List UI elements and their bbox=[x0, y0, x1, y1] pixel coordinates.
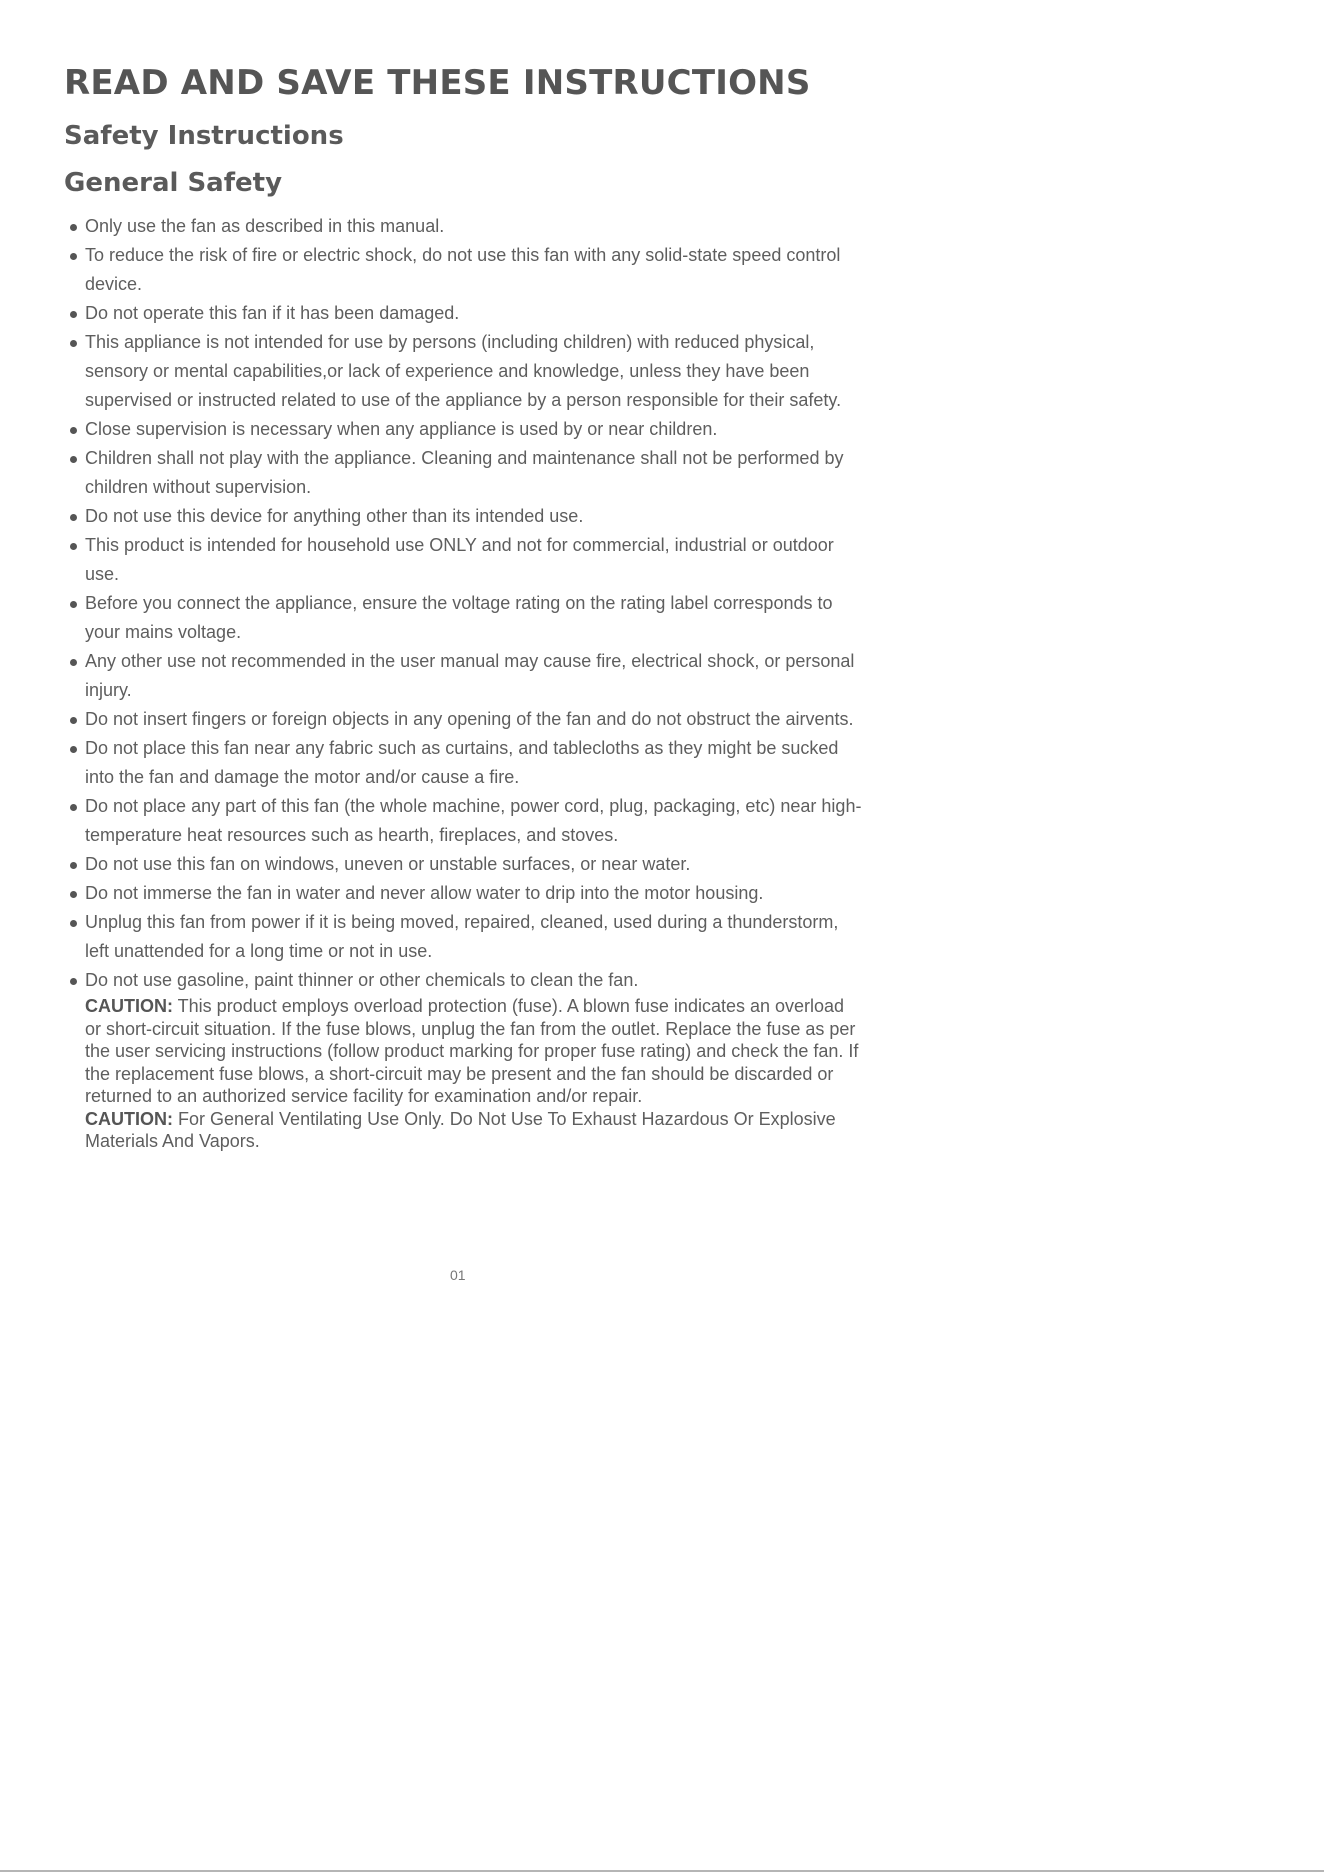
bullet-icon bbox=[70, 253, 77, 260]
bullet-icon bbox=[70, 224, 77, 231]
bullet-icon bbox=[70, 427, 77, 434]
list-item bbox=[64, 415, 864, 444]
caution-text: This product employs overload protection (fuse). A blown fuse indicates an overload or short-circuit situation. If the fuse blows, unplug the fan from the outlet. Replace the fuse as per the user servicing instructions (follow product marking for proper fuse rating) and check the fan. If the replacement fuse blows, a short-circuit may be present and the fan should be discarded or returned to an authorized service facility for examination and/or repair. bbox=[85, 996, 859, 1106]
list-item bbox=[64, 966, 864, 995]
list-item-text: Close supervision is necessary when any appliance is used by or near children. bbox=[85, 419, 718, 439]
list-item-text: Do not place any part of this fan (the whole machine, power cord, plug, packaging, etc) near high-temperature heat resources such as hearth, fireplaces, and stoves. bbox=[85, 796, 862, 845]
list-item-text: Do not insert fingers or foreign objects in any opening of the fan and do not obstruct the airvents. bbox=[85, 709, 854, 729]
list-item bbox=[64, 908, 864, 966]
list-item bbox=[64, 212, 864, 241]
list-item-text: Before you connect the appliance, ensure the voltage rating on the rating label corresponds to your mains voltage. bbox=[85, 593, 833, 642]
list-item bbox=[64, 879, 864, 908]
list-item-text: This appliance is not intended for use by persons (including children) with reduced physical, sensory or mental capabilities,or lack of experience and knowledge, unless they have been supervised or instructed related to use of the appliance by a person responsible for their safety. bbox=[85, 332, 842, 410]
list-item bbox=[64, 734, 864, 792]
list-item bbox=[64, 299, 864, 328]
caution-fuse bbox=[64, 995, 864, 1108]
bullet-icon bbox=[70, 862, 77, 869]
list-item bbox=[64, 531, 864, 589]
list-item-text: Do not immerse the fan in water and never allow water to drip into the motor housing. bbox=[85, 883, 764, 903]
caution-ventilating bbox=[64, 1108, 864, 1153]
list-item bbox=[64, 444, 864, 502]
caution-label: CAUTION: bbox=[85, 1108, 173, 1129]
list-item bbox=[64, 502, 864, 531]
bullet-icon bbox=[70, 601, 77, 608]
list-item-text: Do not use this device for anything other than its intended use. bbox=[85, 506, 584, 526]
list-item-text: Only use the fan as described in this manual. bbox=[85, 216, 445, 236]
page-number: 01 bbox=[450, 1267, 466, 1283]
page-title: READ AND SAVE THESE INSTRUCTIONS bbox=[64, 63, 811, 103]
list-item bbox=[64, 328, 864, 415]
list-item-text: To reduce the risk of fire or electric shock, do not use this fan with any solid-state speed control device. bbox=[85, 245, 841, 294]
list-item-text: Do not place this fan near any fabric such as curtains, and tablecloths as they might be sucked into the fan and damage the motor and/or cause a fire. bbox=[85, 738, 839, 787]
list-item-text: Children shall not play with the appliance. Cleaning and maintenance shall not be performed by children without supervision. bbox=[85, 448, 844, 497]
list-item bbox=[64, 241, 864, 299]
list-item-text: This product is intended for household use ONLY and not for commercial, industrial or outdoor use. bbox=[85, 535, 834, 584]
bullet-icon bbox=[70, 804, 77, 811]
list-item bbox=[64, 850, 864, 879]
list-item-text: Do not operate this fan if it has been damaged. bbox=[85, 303, 460, 323]
list-item bbox=[64, 705, 864, 734]
bullet-icon bbox=[70, 340, 77, 347]
bullet-icon bbox=[70, 514, 77, 521]
list-item bbox=[64, 792, 864, 850]
list-item-text: Do not use gasoline, paint thinner or other chemicals to clean the fan. bbox=[85, 970, 639, 990]
list-item-text: Do not use this fan on windows, uneven or unstable surfaces, or near water. bbox=[85, 854, 691, 874]
bullet-icon bbox=[70, 891, 77, 898]
list-item bbox=[64, 647, 864, 705]
bullet-icon bbox=[70, 920, 77, 927]
bullet-icon bbox=[70, 543, 77, 550]
bullet-icon bbox=[70, 311, 77, 318]
section-title: Safety Instructions bbox=[64, 121, 344, 151]
list-item-text: Unplug this fan from power if it is being moved, repaired, cleaned, used during a thunderstorm, left unattended for a long time or not in use. bbox=[85, 912, 839, 961]
caution-label: CAUTION: bbox=[85, 996, 173, 1016]
caution-text: For General Ventilating Use Only. Do Not Use To Exhaust Hazardous Or Explosive Materials And Vapors. bbox=[85, 1108, 836, 1151]
bullet-icon bbox=[70, 717, 77, 724]
bullet-icon bbox=[70, 659, 77, 666]
bullet-icon bbox=[70, 456, 77, 463]
safety-list bbox=[64, 212, 864, 995]
subsection-title: General Safety bbox=[64, 168, 283, 198]
bullet-icon bbox=[70, 746, 77, 753]
manual-page bbox=[64, 58, 864, 1153]
list-item bbox=[64, 589, 864, 647]
bullet-icon bbox=[70, 978, 77, 985]
list-item-text: Any other use not recommended in the user manual may cause fire, electrical shock, or personal injury. bbox=[85, 651, 855, 700]
